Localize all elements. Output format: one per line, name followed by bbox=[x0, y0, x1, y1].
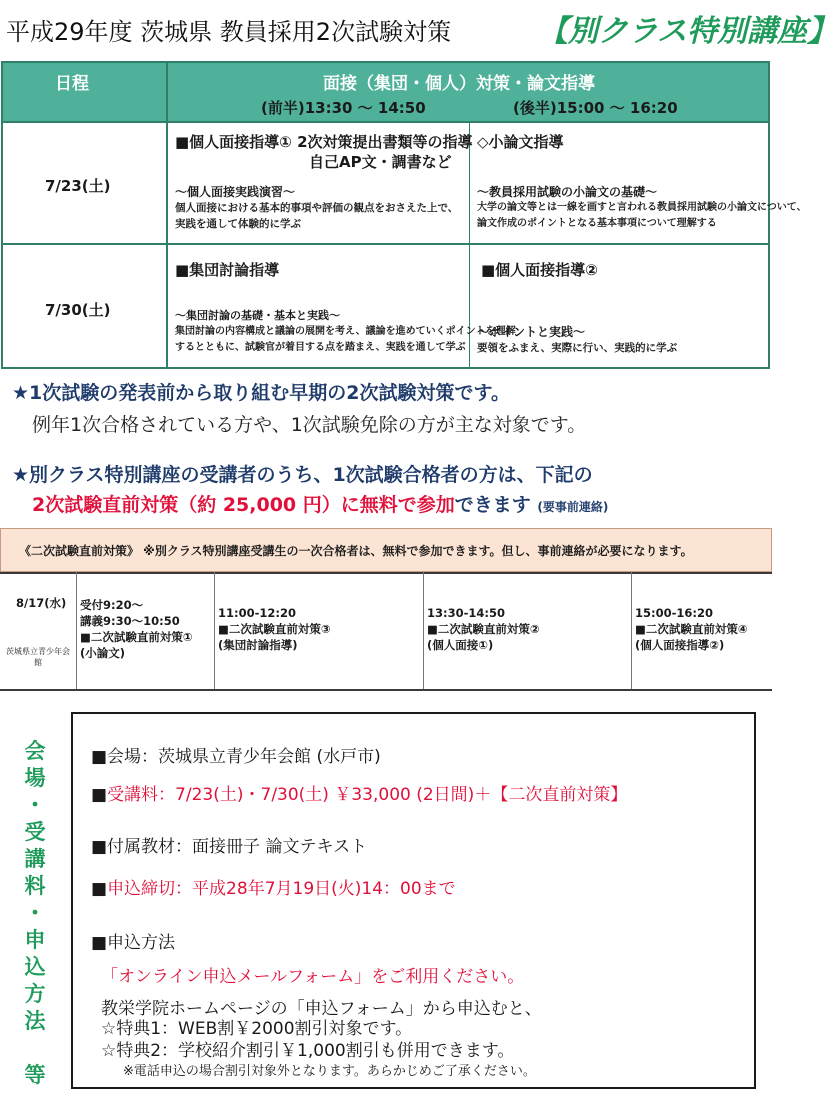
pre-exam-venue: 茨城県立青少年会館 bbox=[6, 647, 70, 667]
materials-line: ■付属教材：面接冊子 論文テキスト bbox=[91, 837, 368, 857]
pre-exam-cell: (個人面接指導②) bbox=[635, 638, 725, 652]
fee-mark: ■ bbox=[91, 785, 108, 805]
divider bbox=[166, 63, 168, 367]
online-form-line: 「オンライン申込メールフォーム」をご利用ください。 bbox=[101, 967, 525, 987]
pre-exam-cell: ■二次試験直前対策① bbox=[80, 630, 193, 644]
row-left-desc: 個人面接における基本的事項や評価の観点をおさえた上で、 bbox=[175, 202, 459, 214]
fee-line bbox=[91, 780, 627, 805]
divider bbox=[3, 121, 768, 123]
note-contact-required: (要事前連絡) bbox=[537, 500, 609, 514]
schedule-table bbox=[1, 61, 807, 369]
note-free-offer-highlight: 2次試験直前対策（約 25,000 円）に無料で参加 bbox=[32, 494, 455, 516]
note-target: 例年1次合格されている方や、1次試験免除の方が主な対象です。 bbox=[32, 414, 587, 436]
second-half-time: (後半)15:00 〜 16:20 bbox=[513, 99, 678, 117]
pre-exam-cell: (集団討論指導) bbox=[218, 638, 298, 652]
side-char: 料 bbox=[24, 874, 46, 898]
row-left-desc: 実践を通して体験的に学ぶ bbox=[175, 218, 301, 230]
first-half-time: (前半)13:30 〜 14:50 bbox=[261, 99, 426, 117]
note-free-offer: ★別クラス特別講座の受講者のうち、1次試験合格者の方は、下記の bbox=[12, 464, 593, 486]
row-right-desc: 論文作成のポイントとなる基本事項について理解する bbox=[477, 218, 717, 229]
homepage-line: 教栄学院ホームページの「申込フォーム」から申込むと、 bbox=[101, 999, 542, 1019]
pre-exam-cell: (個人面接①) bbox=[427, 638, 494, 652]
side-char: ・ bbox=[24, 793, 46, 817]
row-left-title: ■集団討論指導 bbox=[175, 261, 280, 279]
note-free-offer-detail bbox=[32, 490, 608, 517]
side-char: 申 bbox=[24, 928, 46, 952]
note-early-prep: ★1次試験の発表前から取り組む早期の2次試験対策です。 bbox=[12, 382, 510, 404]
perk2-line: ☆特典2：学校紹介割引￥1,000割引も併用できます。 bbox=[101, 1041, 515, 1061]
note-free-offer-tail: できます bbox=[454, 494, 531, 516]
pre-exam-cell: 13:30-14:50 bbox=[427, 606, 505, 620]
deadline-mark: ■ bbox=[91, 879, 108, 899]
deadline-text: 申込締切：平成28年7月19日(火)14：00まで bbox=[107, 879, 456, 899]
side-char: ・ bbox=[24, 901, 46, 925]
row-left-title2: 自己AP文・調書など bbox=[309, 153, 452, 171]
side-char: 講 bbox=[24, 847, 46, 871]
venue-info-box bbox=[71, 712, 756, 1089]
pre-exam-header bbox=[0, 528, 772, 572]
phone-note: ※電話申込の場合割引対象外となります。あらかじめご了承ください。 bbox=[123, 1064, 536, 1079]
side-char: 場 bbox=[24, 766, 46, 790]
side-char: 方 bbox=[24, 982, 46, 1006]
row-right-title: ■個人面接指導② bbox=[481, 261, 598, 279]
pre-exam-cell: ■二次試験直前対策③ bbox=[218, 622, 331, 636]
row-right-title: ◇小論文指導 bbox=[477, 133, 564, 151]
pre-exam-cell: 講義9:30〜10:50 bbox=[80, 614, 180, 628]
pre-exam-cell: 11:00-12:20 bbox=[218, 606, 296, 620]
venue-line: ■会場：茨城県立青少年会館 (水戸市) bbox=[91, 747, 381, 767]
row-left-sub: 〜集団討論の基礎・基本と実践〜 bbox=[175, 309, 340, 322]
pre-exam-table bbox=[0, 528, 772, 691]
row-date: 7/30(土) bbox=[45, 301, 111, 319]
pre-exam-cell: ■二次試験直前対策④ bbox=[635, 622, 748, 636]
pre-exam-header-text: 《二次試験直前対策》 ※別クラス特別講座受講生の一次合格者は、無料で参加できます。但し、事前連絡が必要になります。 bbox=[19, 544, 693, 558]
pre-exam-date: 8/17(水) bbox=[16, 596, 67, 610]
row-left-desc: するとともに、試験官が着目する点を踏まえ、実践を通して学ぶ bbox=[175, 342, 466, 353]
page-title: 平成29年度 茨城県 教員採用2次試験対策 bbox=[6, 18, 452, 46]
col-date-header: 日程 bbox=[55, 74, 89, 94]
divider bbox=[3, 243, 768, 245]
pre-exam-cell: 受付9:20〜 bbox=[80, 598, 144, 612]
pre-exam-cell: 15:00-16:20 bbox=[635, 606, 713, 620]
divider bbox=[631, 572, 632, 689]
row-right-desc: 要領をふまえ、実際に行い、実践的に学ぶ bbox=[477, 342, 678, 354]
row-right-sub: 〜教員採用試験の小論文の基礎〜 bbox=[477, 185, 658, 199]
deadline-line bbox=[91, 874, 456, 899]
row-date: 7/23(土) bbox=[45, 177, 111, 195]
side-char: 込 bbox=[24, 955, 46, 979]
row-left-title: ■個人面接指導① 2次対策提出書類等の指導 bbox=[175, 133, 473, 151]
row-right-desc: 大学の論文等とは一線を画すと言われる教員採用試験の小論文について、 bbox=[477, 202, 807, 213]
side-gap bbox=[18, 1035, 52, 1062]
divider bbox=[214, 572, 215, 689]
row-right-sub: 〜ポイントと実践〜 bbox=[477, 325, 586, 339]
divider bbox=[76, 572, 77, 689]
perk1-line: ☆特典1：WEB割￥2000割引対象です。 bbox=[101, 1019, 413, 1039]
row-left-desc: 集団討論の内容構成と議論の展開を考え、議論を進めていくポイントを理解 bbox=[175, 326, 516, 337]
side-char: 法 bbox=[24, 1009, 46, 1033]
side-char: 受 bbox=[24, 820, 46, 844]
side-char: 等 bbox=[24, 1063, 46, 1087]
page-title-accent: 【別クラス特別講座】 bbox=[538, 14, 837, 49]
side-char: 会 bbox=[24, 739, 46, 763]
col-main-header: 面接（集団・個人）対策・論文指導 bbox=[323, 74, 595, 94]
fee-text: 受講料：7/23(土)・7/30(土) ￥33,000 (2日間)＋【二次直前対策】 bbox=[107, 785, 628, 805]
pre-exam-cell: ■二次試験直前対策② bbox=[427, 622, 540, 636]
venue-side-label bbox=[18, 738, 52, 1089]
pre-exam-cell: (小論文) bbox=[80, 646, 126, 660]
row-left-sub: 〜個人面接実践演習〜 bbox=[175, 185, 296, 199]
method-line: ■申込方法 bbox=[91, 933, 176, 953]
divider bbox=[423, 572, 424, 689]
